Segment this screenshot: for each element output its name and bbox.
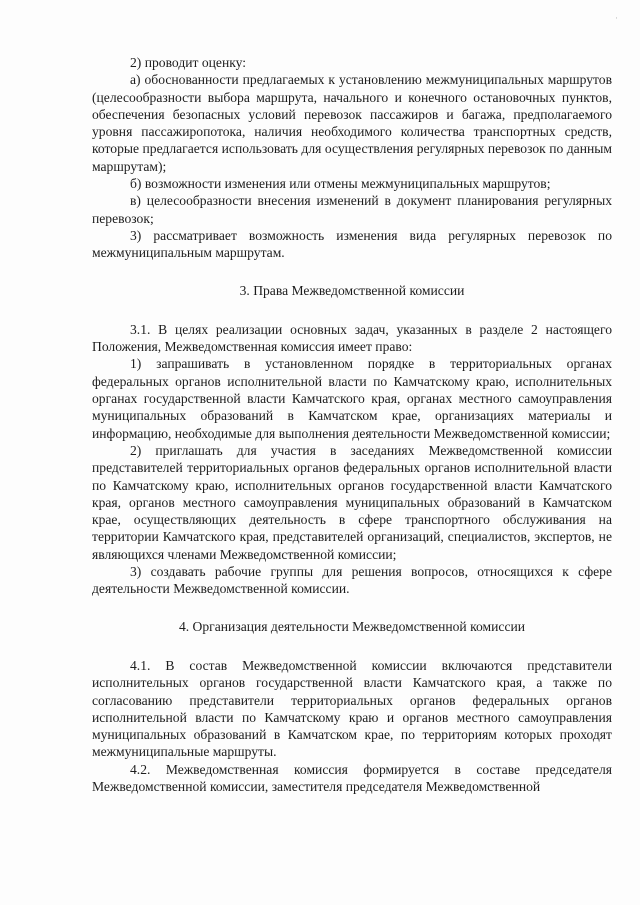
document-body [92, 54, 612, 795]
section-3-title: 3. Права Межведомственной комиссии [239, 282, 465, 298]
paragraph-4-1: 4.1. В состав Межведомственной комиссии включаются представители исполнительных органов государственной власти Камчатского края, а также по согласованию представители территориальных органов федеральных органов исполнительной власти по Камчатскому краю и органов местного самоуправления муниципальных образований в Камчатском крае, по территориям которых проходят межмуниципальные маршруты. [92, 657, 612, 760]
paragraph-4-2: 4.2. Межведомственная комиссия формируется в составе председателя Межведомственной комиссии, заместителя председателя Межведомственной [92, 761, 612, 794]
paragraph-3-1-item-3: 3) создавать рабочие группы для решения вопросов, относящихся к сфере деятельности Межведомственной комиссии. [92, 564, 612, 597]
paragraph-subitem-v: в) целесообразности внесения изменений в документ планирования регулярных перевозок; [92, 193, 612, 226]
scan-mark: · [615, 14, 618, 24]
paragraph-3-1-item-2: 2) приглашать для участия в заседаниях Межведомственной комиссии представителей территориальных органов федеральных органов исполнительной власти по Камчатскому краю, исполнительных органов государственной власти Камчатского края, органов местного самоуправления муниципальных образований в Камчатском крае, осуществляющих деятельность в сфере транспортного обслуживания на территории Камчатского края, представителей организаций, специалистов, экспертов, не являющихся членами Межведомственной комиссии; [92, 442, 612, 562]
paragraph-item-2: 2) проводит оценку: [130, 55, 247, 70]
paragraph-item-3: 3) рассматривает возможность изменения вида регулярных перевозок по межмуниципальным маршрутам. [92, 227, 612, 261]
paragraph-subitem-a: а) обоснованности предлагаемых к установлению межмуниципальных маршрутов (целесообразности выбора маршрута, начального и конечного остановочных пунктов, обеспечения безопасных условий перевозок пассажиров и багажа, предполагаемого уровня пассажиропотока, наличия необходимого количества транспортных средств, которые предлагается использовать для осуществления регулярных перевозок по данным маршрутам); [92, 72, 612, 174]
paragraph-3-1-item-1: 1) запрашивать в установленном порядке в территориальных органах федеральных органов исполнительной власти по Камчатскому краю, исполнительных органах государственной власти Камчатского края, органах местного самоуправления муниципальных образований в Камчатском крае, организациях материалы и информацию, необходимые для выполнения деятельности Межведомственной комиссии; [92, 356, 612, 441]
paragraph-3-1: 3.1. В целях реализации основных задач, указанных в разделе 2 настоящего Положения, Межведомственная комиссия имеет право: [92, 321, 612, 355]
section-4-title: 4. Организация деятельности Межведомственной комиссии [178, 618, 526, 634]
paragraph-subitem-b: б) возможности изменения или отмены межмуниципальных маршрутов; [130, 176, 551, 192]
